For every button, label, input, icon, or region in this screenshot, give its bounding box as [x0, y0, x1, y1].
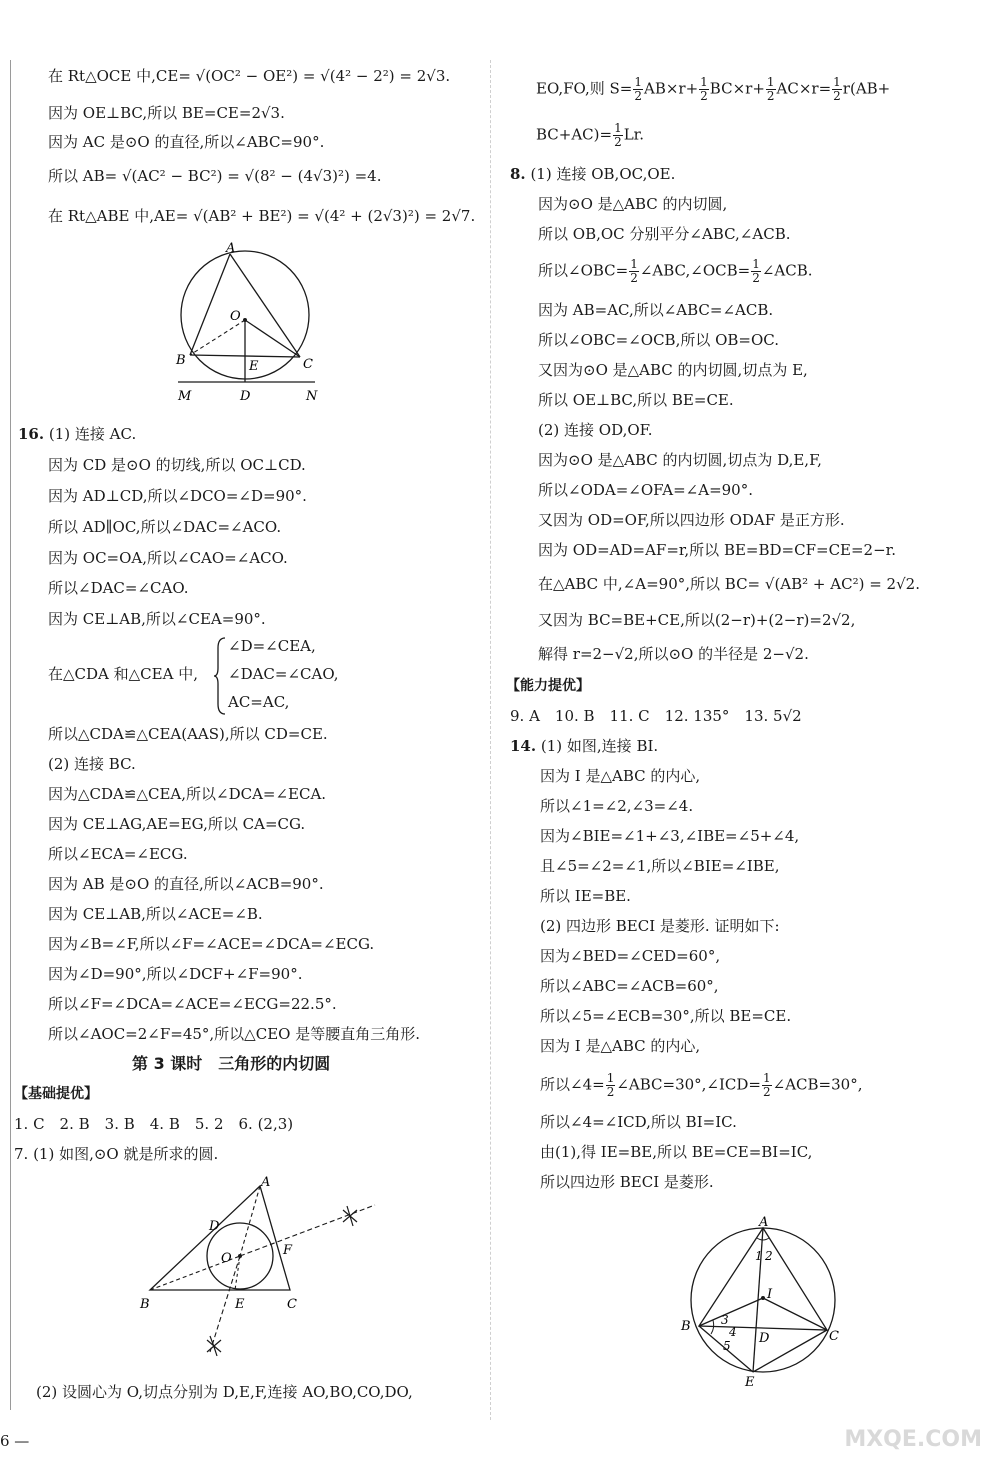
label-angle-5: 5	[723, 1339, 731, 1353]
fraction-denominator: 2	[833, 89, 841, 103]
fraction	[751, 258, 761, 285]
watermark: MXQE.COM	[844, 1427, 982, 1452]
segment-oc	[245, 320, 300, 357]
text-line: 因为 OE⊥BC,所以 BE=CE=2√3.	[48, 104, 285, 122]
text-line: (1) 连接 AC.	[48, 425, 137, 443]
column-separator	[490, 60, 491, 1420]
fraction-numerator: 1	[606, 1071, 615, 1085]
label-b: B	[681, 1319, 691, 1334]
text-line: 且∠5=∠2=∠1,所以∠BIE=∠IBE,	[540, 857, 780, 875]
text-line: 因为 AC 是⊙O 的直径,所以∠ABC=90°.	[48, 133, 325, 151]
angle-arc-a	[757, 1238, 769, 1240]
fraction-denominator: 2	[763, 1085, 771, 1099]
text-line: 因为 OD=AD=AF=r,所以 BE=BD=CF=CE=2−r.	[538, 541, 896, 559]
half-angle-line	[540, 1072, 862, 1099]
incenter-point	[761, 1296, 765, 1300]
label-o: O	[221, 1251, 232, 1266]
text-line: 因为 CE⊥AB,所以∠CEA=90°.	[48, 610, 266, 628]
label-d: D	[209, 1219, 220, 1234]
text-line: 在 Rt△ABE 中,AE= √(AB² + BE²) = √(4² + (2√3)²) = 2√7.	[48, 207, 476, 225]
text-line: 所以 OB,OC 分别平分∠ABC,∠ACB.	[538, 225, 791, 243]
text-line: (2) 四边形 BECI 是菱形. 证明如下:	[540, 917, 780, 935]
formula-part: Lr.	[623, 125, 644, 144]
text-line: 所以∠OBC=∠OCB,所以 OB=OC.	[538, 331, 780, 349]
label-n: N	[306, 389, 318, 404]
text-line: 又因为 BC=BE+CE,所以(2−r)+(2−r)=2√2,	[538, 611, 856, 629]
label-o: O	[230, 309, 241, 324]
section-tag-basic: 【基础提优】	[14, 1086, 98, 1102]
fraction-denominator: 2	[700, 89, 708, 103]
formula-part: ∠ABC=30°,∠ICD=	[616, 1075, 761, 1094]
text-line: 因为∠D=90°,所以∠DCF+∠F=90°.	[48, 965, 303, 983]
text-line: 所以 OE⊥BC,所以 BE=CE.	[538, 391, 734, 409]
text-line: (1) 如图,连接 BI.	[540, 737, 659, 755]
fraction	[629, 258, 639, 285]
half-angle-line	[538, 258, 813, 285]
fraction	[613, 122, 623, 149]
fraction	[766, 76, 776, 103]
answer-line: 1. C 2. B 3. B 4. B 5. 2 6. (2,3)	[14, 1115, 294, 1133]
brace-item: ∠DAC=∠CAO,	[228, 665, 339, 683]
text-line: 因为⊙O 是△ABC 的内切圆,切点为 D,E,F,	[538, 451, 822, 469]
formula-part: ∠ACB.	[761, 261, 813, 280]
fraction-denominator: 2	[766, 89, 775, 103]
brace-prefix: 在△CDA 和△CEA 中,	[48, 665, 198, 683]
text-line: 在△ABC 中,∠A=90°,所以 BC= √(AB² + AC²) = 2√2.	[538, 575, 920, 593]
text-line: 由(1),得 IE=BE,所以 BE=CE=BI=IC,	[540, 1143, 813, 1161]
label-b: B	[176, 353, 186, 368]
text-line: 又因为 OD=OF,所以四边形 ODAF 是正方形.	[538, 511, 845, 529]
area-formula-line	[536, 76, 890, 103]
figure-incircle-construction	[135, 1170, 385, 1365]
text-line: 所以∠5=∠ECB=30°,所以 BE=CE.	[540, 1007, 792, 1025]
fraction-numerator: 1	[630, 257, 638, 271]
fraction-numerator: 1	[700, 75, 708, 89]
formula-part: BC×r+	[709, 79, 765, 98]
fraction	[606, 1072, 616, 1099]
label-i: I	[767, 1287, 773, 1302]
formula-part: 所以∠OBC=	[538, 261, 629, 280]
segment-ob-dashed	[190, 320, 245, 355]
text-line: 所以 AD∥OC,所以∠DAC=∠ACO.	[48, 518, 282, 536]
answer-line: 9. A 10. B 11. C 12. 135° 13. 5√2	[510, 707, 802, 725]
brace-item: ∠D=∠CEA,	[228, 637, 316, 655]
formula-part: BC+AC)=	[536, 125, 613, 144]
center-point	[238, 1254, 242, 1258]
label-a: A	[759, 1215, 769, 1230]
left-brace	[213, 636, 227, 716]
text-line: 因为△CDA≌△CEA,所以∠DCA=∠ECA.	[48, 785, 327, 803]
figure-incenter-rhombus	[675, 1215, 839, 1390]
label-a: A	[261, 1175, 271, 1190]
text-line: 所以 AB= √(AC² − BC²) = √(8² − (4√3)²) =4.	[48, 167, 382, 185]
fraction-denominator: 2	[752, 271, 760, 285]
question-number: 16.	[18, 425, 45, 443]
text-line: 因为 AB 是⊙O 的直径,所以∠ACB=90°.	[48, 875, 324, 893]
question-8	[510, 164, 675, 184]
text-line: 因为 I 是△ABC 的内心,	[540, 767, 701, 785]
formula-part: ∠ACB=30°,	[772, 1075, 863, 1094]
text-line: 所以∠F=∠DCA=∠ACE=∠ECG=22.5°.	[48, 995, 337, 1013]
label-angle-3: 3	[721, 1313, 729, 1327]
question-number: 14.	[510, 737, 537, 755]
formula-part: EO,FO,则 S=	[536, 79, 633, 98]
formula-part: AB×r+	[643, 79, 699, 98]
text-line: 因为∠B=∠F,所以∠F=∠ACE=∠DCA=∠ECG.	[48, 935, 375, 953]
left-margin-rule	[10, 60, 11, 1410]
text-line: 所以△CDA≌△CEA(AAS),所以 CD=CE.	[48, 725, 328, 743]
text-line: 所以∠ECA=∠ECG.	[48, 845, 188, 863]
fraction-numerator: 1	[763, 1071, 771, 1085]
bisector-a-dashed	[240, 1186, 260, 1256]
text-line: 所以∠ABC=∠ACB=60°,	[540, 977, 719, 995]
text-line: 因为∠BIE=∠1+∠3,∠IBE=∠5+∠4,	[540, 827, 800, 845]
formula-part: r(AB+	[842, 79, 891, 98]
fraction-numerator: 1	[634, 75, 642, 89]
fraction	[699, 76, 709, 103]
text-line: 因为 I 是△ABC 的内心,	[540, 1037, 701, 1055]
section-tag-ability: 【能力提优】	[506, 678, 590, 694]
label-b: B	[140, 1297, 150, 1312]
text-line: (1) 连接 OB,OC,OE.	[530, 165, 676, 183]
text-line: 所以∠ODA=∠OFA=∠A=90°.	[538, 481, 753, 499]
lesson-title: 第 3 课时 三角形的内切圆	[132, 1054, 331, 1073]
text-line: (2) 连接 OD,OF.	[538, 421, 653, 439]
brace-item: AC=AC,	[228, 693, 290, 711]
label-f: F	[283, 1243, 293, 1258]
label-a: A	[226, 241, 236, 256]
segment-ab	[190, 254, 230, 355]
page-number: 6 —	[0, 1432, 30, 1450]
text-line: 因为 CE⊥AG,AE=EG,所以 CA=CG.	[48, 815, 306, 833]
center-point	[243, 318, 247, 322]
label-c: C	[287, 1297, 297, 1312]
label-c: C	[303, 357, 313, 372]
fraction	[832, 76, 842, 103]
text-line: 所以∠AOC=2∠F=45°,所以△CEO 是等腰直角三角形.	[48, 1025, 420, 1043]
text-line: (2) 设圆心为 O,切点分别为 D,E,F,连接 AO,BO,CO,DO,	[36, 1383, 413, 1401]
label-c: C	[829, 1329, 839, 1344]
text-line: 因为⊙O 是△ABC 的内切圆,	[538, 195, 728, 213]
text-line: 所以∠4=∠ICD,所以 BI=IC.	[540, 1113, 737, 1131]
text-line: 所以四边形 BECI 是菱形.	[540, 1173, 714, 1191]
formula-part: ∠ABC,∠OCB=	[639, 261, 751, 280]
text-line: 所以∠DAC=∠CAO.	[48, 579, 189, 597]
formula-part: 所以∠4=	[540, 1075, 605, 1094]
text-line: 因为 OC=OA,所以∠CAO=∠ACO.	[48, 549, 288, 567]
text-line: 因为 AB=AC,所以∠ABC=∠ACB.	[538, 301, 774, 319]
label-m: M	[178, 389, 192, 404]
label-angle-1: 1	[755, 1249, 763, 1263]
label-e: E	[745, 1375, 755, 1390]
label-angle-2: 2	[765, 1249, 773, 1263]
fraction-numerator: 1	[833, 75, 841, 89]
text-line: 解得 r=2−√2,所以⊙O 的半径是 2−√2.	[538, 645, 809, 663]
fraction-numerator: 1	[766, 75, 775, 89]
text-line: 所以 IE=BE.	[540, 887, 631, 905]
formula-part: AC×r=	[776, 79, 832, 98]
radius-oe-dashed	[235, 1256, 240, 1290]
label-e: E	[249, 359, 259, 374]
fraction-denominator: 2	[634, 89, 642, 103]
text-line: 在 Rt△OCE 中,CE= √(OC² − OE²) = √(4² − 2²) = 2√3.	[48, 67, 451, 85]
triangle-abc	[150, 1186, 290, 1290]
label-d: D	[240, 389, 251, 404]
question-16	[18, 424, 136, 444]
fraction-numerator: 1	[614, 121, 622, 135]
text-line: 因为 AD⊥CD,所以∠DCO=∠D=90°.	[48, 487, 307, 505]
area-formula-line-2	[536, 122, 644, 149]
question-number: 8.	[510, 165, 526, 183]
fraction-numerator: 1	[752, 257, 760, 271]
text-line: 因为 CD 是⊙O 的切线,所以 OC⊥CD.	[48, 456, 306, 474]
question-14	[510, 736, 658, 756]
label-d: D	[759, 1331, 770, 1346]
text-line: 又因为⊙O 是△ABC 的内切圆,切点为 E,	[538, 361, 808, 379]
label-e: E	[235, 1297, 245, 1312]
text-line: 7. (1) 如图,⊙O 就是所求的圆.	[14, 1145, 219, 1163]
fraction	[762, 1072, 772, 1099]
label-angle-4: 4	[729, 1325, 737, 1339]
text-line: 因为 CE⊥AB,所以∠ACE=∠B.	[48, 905, 263, 923]
fraction	[633, 76, 643, 103]
construction-mark-bottom	[207, 1336, 221, 1356]
figure-circle-tangent	[170, 240, 330, 410]
fraction-denominator: 2	[606, 1085, 615, 1099]
text-line: (2) 连接 BC.	[48, 755, 136, 773]
text-line: 因为∠BED=∠CED=60°,	[540, 947, 721, 965]
fraction-denominator: 2	[630, 271, 638, 285]
fraction-denominator: 2	[614, 135, 622, 149]
text-line: 所以∠1=∠2,∠3=∠4.	[540, 797, 694, 815]
